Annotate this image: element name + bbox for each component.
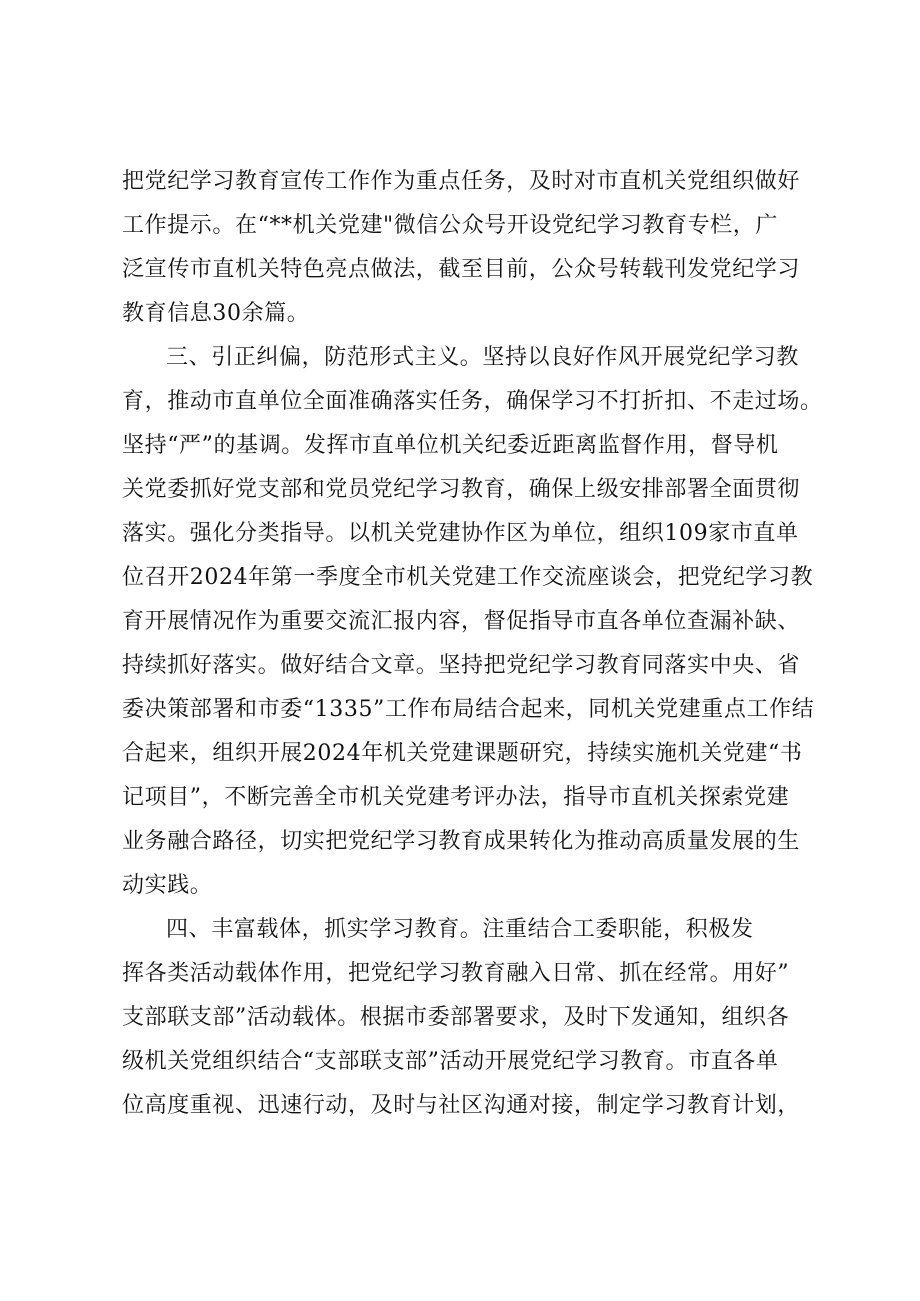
paragraph-heading-line: 四、丰富载体，抓实学习教育。注重结合工委职能，积极发	[166, 917, 754, 942]
text-line: 坚持“严”的基调。发挥市直单位机关纪委近距离监督作用，督导机	[122, 433, 779, 458]
text-line: 教育信息30余篇。	[122, 301, 310, 326]
text-line: 挥各类活动载体作用，把党纪学习教育融入日常、抓在经常。用好”	[122, 961, 790, 986]
text-line: 持续抓好落实。做好结合文章。坚持把党纪学习教育同落实中央、省	[122, 653, 801, 678]
text-line: 支部联支部”活动载体。根据市委部署要求，及时下发通知，组织各	[122, 1005, 790, 1030]
text-line: 级机关党组织结合“支部联支部”活动开展党纪学习教育。市直各单	[122, 1049, 779, 1074]
text-line: 合起来，组织开展2024年机关党建课题研究，持续实施机关党建“书	[122, 741, 803, 766]
text-line: 落实。强化分类指导。以机关党建协作区为单位，组织109家市直单	[122, 521, 799, 546]
text-line: 记项目”，不断完善全市机关党建考评办法，指导市直机关探索党建	[122, 785, 790, 810]
paragraph-heading-line: 三、引正纠偏，防范形式主义。坚持以良好作风开展党纪学习教	[166, 345, 799, 370]
text-line: 育开展情况作为重要交流汇报内容，督促指导市直各单位查漏补缺、	[122, 609, 801, 634]
text-line: 关党委抓好党支部和党员党纪学习教育，确保上级安排部署全面贯彻	[122, 477, 801, 502]
text-line: 业务融合路径，切实把党纪学习教育成果转化为推动高质量发展的生	[122, 829, 801, 854]
text-line: 位召开2024年第一季度全市机关党建工作交流座谈会，把党纪学习教	[122, 565, 814, 590]
text-line: 泛宣传市直机关特色亮点做法，截至目前，公众号转载刊发党纪学习	[122, 257, 801, 282]
text-line: 动实践。	[122, 873, 213, 898]
text-line: 委决策部署和市委“1335”工作布局结合起来，同机关党建重点工作结	[122, 697, 815, 722]
text-line: 育，推动市直单位全面准确落实任务，确保学习不打折扣、不走过场。	[122, 389, 823, 414]
text-line: 位高度重视、迅速行动，及时与社区沟通对接，制定学习教育计划，	[122, 1093, 801, 1118]
text-line: 把党纪学习教育宣传工作作为重点任务，及时对市直机关党组织做好	[122, 169, 801, 194]
text-line: 工作提示。在“**机关党建"微信公众号开设党纪学习教育专栏，广	[122, 213, 778, 238]
